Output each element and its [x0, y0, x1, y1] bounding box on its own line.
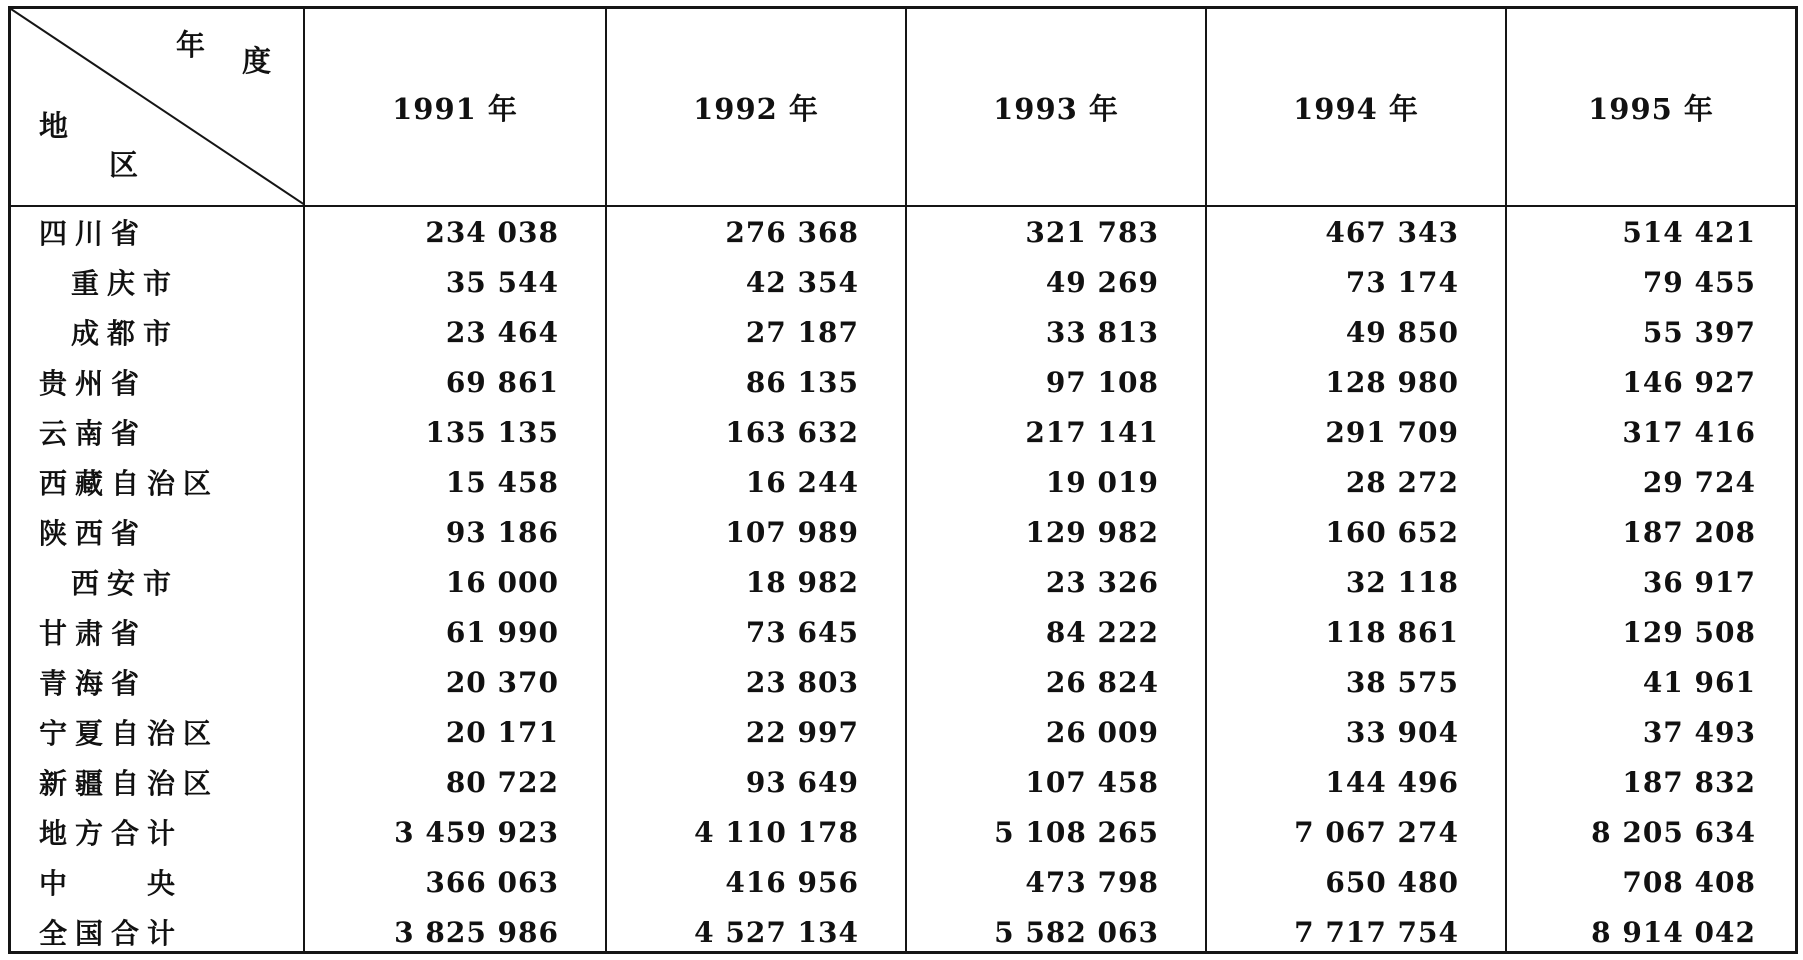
region-label: 西安市 [71, 567, 180, 600]
year-header-1995: 1995 年 [1588, 91, 1714, 126]
value-cell: 144 496 [1325, 765, 1459, 799]
value-cell: 23 464 [445, 315, 559, 349]
corner-year-char-2: 度 [242, 44, 272, 78]
region-label: 甘肃省 [39, 617, 148, 650]
table-row [11, 507, 1795, 557]
value-cell: 187 208 [1622, 515, 1756, 549]
value-cell: 650 480 [1325, 865, 1459, 899]
value-cell: 42 354 [745, 265, 859, 299]
value-cell: 321 783 [1025, 215, 1159, 249]
corner-header-cell [11, 9, 305, 205]
corner-region-char-1: 地 [39, 109, 69, 143]
value-cell: 97 108 [1045, 365, 1159, 399]
value-cell: 128 980 [1325, 365, 1459, 399]
table-header-row [11, 9, 1795, 207]
table-row [11, 257, 1795, 307]
value-cell: 20 171 [445, 715, 559, 749]
value-cell: 317 416 [1622, 415, 1756, 449]
value-cell: 26 009 [1045, 715, 1159, 749]
value-cell: 16 244 [745, 465, 859, 499]
region-label: 陕西省 [39, 517, 148, 550]
corner-year-char-1: 年 [176, 28, 206, 62]
value-cell: 23 803 [745, 665, 859, 699]
value-cell: 61 990 [445, 615, 559, 649]
region-label: 宁夏自治区 [39, 717, 220, 750]
value-cell: 15 458 [445, 465, 559, 499]
table-row [11, 207, 1795, 257]
value-cell: 416 956 [725, 865, 859, 899]
year-header-1991: 1991 年 [305, 9, 607, 205]
year-header-1993: 1993 年 [907, 9, 1207, 205]
value-cell: 22 997 [745, 715, 859, 749]
value-cell: 3 825 986 [394, 915, 559, 949]
value-cell: 234 038 [425, 215, 559, 249]
value-cell: 366 063 [425, 865, 559, 899]
value-cell: 107 458 [1025, 765, 1159, 799]
value-cell: 33 904 [1345, 715, 1459, 749]
value-cell: 7 067 274 [1294, 815, 1459, 849]
value-cell: 160 652 [1325, 515, 1459, 549]
value-cell: 107 989 [725, 515, 859, 549]
region-label: 成都市 [71, 317, 180, 350]
value-cell: 86 135 [745, 365, 859, 399]
value-cell: 35 544 [445, 265, 559, 299]
value-cell: 93 649 [745, 765, 859, 799]
value-cell: 163 632 [725, 415, 859, 449]
value-cell: 28 272 [1345, 465, 1459, 499]
value-cell: 37 493 [1642, 715, 1756, 749]
value-cell: 20 370 [445, 665, 559, 699]
region-label: 中 央 [39, 867, 184, 900]
value-cell: 276 368 [725, 215, 859, 249]
value-cell: 7 717 754 [1294, 915, 1459, 949]
year-header-1994: 1994 年 [1207, 9, 1507, 205]
value-cell: 73 645 [745, 615, 859, 649]
value-cell: 8 914 042 [1591, 915, 1756, 949]
table-row [11, 457, 1795, 507]
table-row [11, 357, 1795, 407]
table-row [11, 307, 1795, 357]
table-row [11, 857, 1795, 907]
value-cell: 36 917 [1642, 565, 1756, 599]
table-row [11, 557, 1795, 607]
table-row [11, 757, 1795, 807]
value-cell: 27 187 [745, 315, 859, 349]
value-cell: 18 982 [745, 565, 859, 599]
region-label: 云南省 [39, 417, 148, 450]
value-cell: 187 832 [1622, 765, 1756, 799]
value-cell: 217 141 [1025, 415, 1159, 449]
table-row [11, 657, 1795, 707]
value-cell: 3 459 923 [394, 815, 559, 849]
value-cell: 49 850 [1345, 315, 1459, 349]
value-cell: 5 582 063 [994, 915, 1159, 949]
value-cell: 118 861 [1325, 615, 1459, 649]
value-cell: 467 343 [1325, 215, 1459, 249]
year-header-1992: 1992 年 [607, 9, 907, 205]
value-cell: 473 798 [1025, 865, 1159, 899]
value-cell: 4 110 178 [694, 815, 859, 849]
value-cell: 32 118 [1345, 565, 1459, 599]
value-cell: 4 527 134 [694, 915, 859, 949]
value-cell: 69 861 [445, 365, 559, 399]
region-label: 全国合计 [39, 917, 184, 950]
table-row [11, 907, 1795, 957]
diagonal-divider [11, 9, 305, 205]
value-cell: 26 824 [1045, 665, 1159, 699]
value-cell: 33 813 [1045, 315, 1159, 349]
value-cell: 79 455 [1642, 265, 1756, 299]
value-cell: 38 575 [1345, 665, 1459, 699]
region-label: 贵州省 [39, 367, 148, 400]
value-cell: 73 174 [1345, 265, 1459, 299]
value-cell: 84 222 [1045, 615, 1159, 649]
value-cell: 49 269 [1045, 265, 1159, 299]
value-cell: 514 421 [1622, 215, 1756, 249]
table-body [11, 207, 1795, 951]
value-cell: 146 927 [1622, 365, 1756, 399]
region-label: 新疆自治区 [39, 767, 220, 800]
table-row [11, 807, 1795, 857]
value-cell: 19 019 [1045, 465, 1159, 499]
value-cell: 41 961 [1642, 665, 1756, 699]
table-row [11, 407, 1795, 457]
region-label: 青海省 [39, 667, 148, 700]
region-label: 四川省 [39, 217, 148, 250]
data-table [8, 6, 1798, 954]
corner-region-char-2: 区 [109, 148, 139, 182]
table-row [11, 707, 1795, 757]
value-cell: 708 408 [1622, 865, 1756, 899]
value-cell: 80 722 [445, 765, 559, 799]
value-cell: 23 326 [1045, 565, 1159, 599]
value-cell: 129 982 [1025, 515, 1159, 549]
value-cell: 55 397 [1642, 315, 1756, 349]
value-cell: 291 709 [1325, 415, 1459, 449]
region-label: 重庆市 [71, 267, 180, 300]
region-label: 西藏自治区 [39, 467, 220, 500]
region-label: 地方合计 [39, 817, 184, 850]
value-cell: 16 000 [445, 565, 559, 599]
table-row [11, 607, 1795, 657]
value-cell: 5 108 265 [994, 815, 1159, 849]
value-cell: 29 724 [1642, 465, 1756, 499]
value-cell: 129 508 [1622, 615, 1756, 649]
value-cell: 93 186 [445, 515, 559, 549]
value-cell: 135 135 [425, 415, 559, 449]
value-cell: 8 205 634 [1591, 815, 1756, 849]
